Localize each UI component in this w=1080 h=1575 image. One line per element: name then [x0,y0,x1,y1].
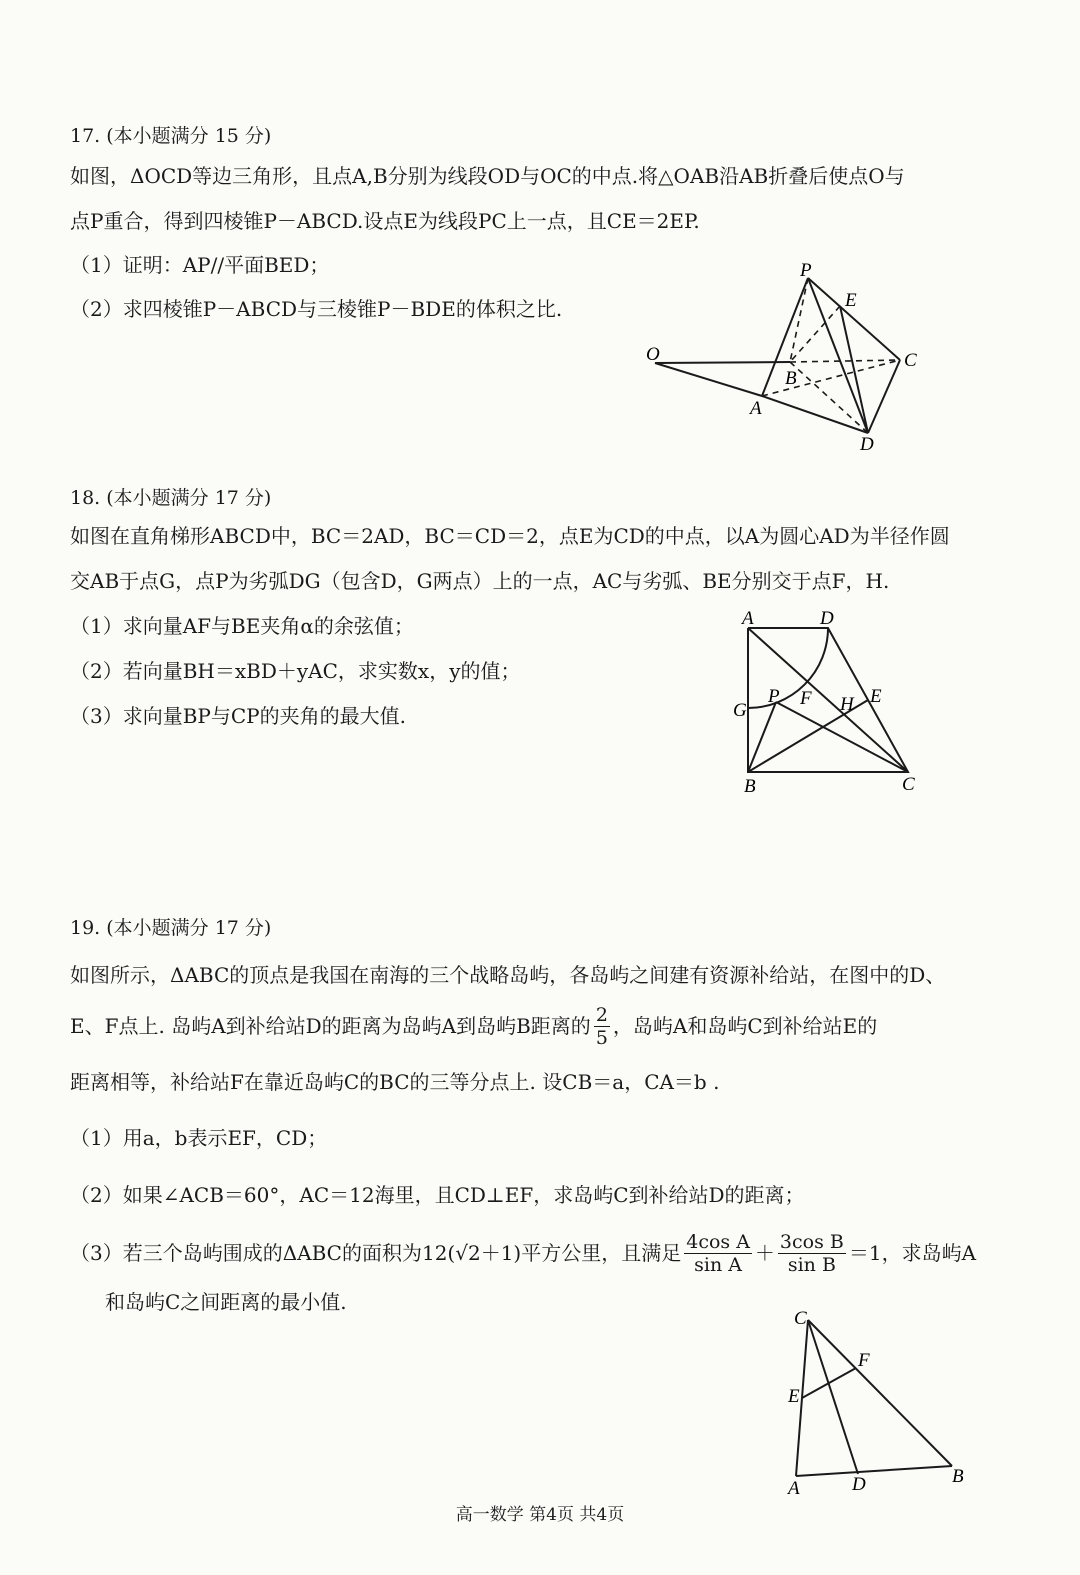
q19-part2: （2）如果∠ACB＝60°，AC＝12海里，且CD⊥EF，求岛屿C到补给站D的距离； [70,1183,805,1207]
q19-fraction-cosA [684,1231,752,1276]
q17-part2: （2）求四棱锥P－ABCD与三棱锥P－BDE的体积之比. [70,297,563,321]
q19-part3-b: ＝1，求岛屿A [848,1241,977,1265]
q18-label-f: F [800,688,812,709]
q18-header: 18. (本小题满分 17 分) [70,487,272,509]
q17-text-line2: 点P重合，得到四棱锥P－ABCD.设点E为线段PC上一点，且CE＝2EP. [70,209,700,233]
q17-text-line1: 如图，ΔOCD等边三角形，且点A,B分别为线段OD与OC的中点.将△OAB沿AB折叠后使点O与 [70,164,905,188]
q19-label-c: C [794,1308,807,1329]
q18-label-b: B [744,776,756,797]
q19-part1: （1）用a，b表示EF，CD； [70,1126,328,1150]
q19-text-line1: 如图所示，ΔABC的顶点是我国在南海的三个战略岛屿，各岛屿之间建有资源补给站，在图中的D、 [70,963,946,987]
q17-label-c: C [904,350,917,371]
q18-part2: （2）若向量BH＝xBD＋yAC，求实数x，y的值； [70,659,521,683]
q17-header: 17. (本小题满分 15 分) [70,125,272,147]
q19-label-f: F [858,1350,870,1371]
q19-label-a: A [788,1478,800,1496]
q19-part3-c: 和岛屿C之间距离的最小值. [105,1290,347,1314]
q19-label-b: B [952,1466,964,1487]
q17-label-d: D [860,434,874,455]
q18-text-line1: 如图在直角梯形ABCD中，BC＝2AD，BC＝CD＝2，点E为CD的中点，以A为圆心AD为半径作圆 [70,524,950,548]
q18-label-g: G [733,700,747,721]
q19-f1-num: 4cos A [686,1230,750,1253]
q17-label-a: A [750,398,762,419]
q19-f2-num: 3cos B [779,1230,844,1253]
q18-label-c: C [902,774,915,795]
q17-label-p: P [800,260,812,281]
q18-label-a: A [742,608,754,629]
q19-f2-den: sin B [787,1253,836,1276]
q19-label-e: E [788,1386,800,1407]
q18-label-p: P [768,686,780,707]
q18-trapezoid-figure [728,606,928,798]
q19-f1-den: sin A [694,1253,742,1276]
q19-plus: ＋ [754,1241,775,1265]
q19-frac-num: 2 [595,1003,608,1026]
q19-text-line3: 距离相等，补给站F在靠近岛屿C的BC的三等分点上. 设CB＝a，CA＝b . [70,1070,720,1094]
q19-header: 19. (本小题满分 17 分) [70,917,272,939]
q19-text-line2-a: E、F点上. 岛屿A到补给站D的距离为岛屿A到岛屿B距离的 [70,1014,591,1038]
q18-part1: （1）求向量AF与BE夹角α的余弦值； [70,614,414,638]
q18-label-d: D [820,608,834,629]
q19-label-d: D [852,1474,866,1495]
page-footer: 高一数学 第4页 共4页 [455,1505,625,1525]
q17-label-e: E [845,290,857,311]
q17-part1: （1）证明：AP//平面BED； [70,253,330,277]
q19-text-line2 [70,1002,877,1050]
q19-fraction-two-fifths [594,1004,610,1049]
q19-part3 [70,1228,976,1278]
q18-text-line2: 交AB于点G，点P为劣弧DG（包含D，G两点）上的一点，AC与劣弧、BE分别交于点F，H. [70,569,890,593]
q18-part3: （3）求向量BP与CP的夹角的最大值. [70,704,406,728]
q18-label-e: E [870,686,882,707]
q17-label-o: O [646,344,660,365]
q19-text-line2-b: ，岛屿A和岛屿C到补给站E的 [612,1014,878,1038]
q19-triangle-figure [780,1306,980,1496]
q17-pyramid-figure [640,258,940,458]
q19-frac-den: 5 [595,1026,608,1049]
q19-fraction-cosB [778,1231,846,1276]
q18-label-h: H [840,694,854,715]
q19-part3-a: （3）若三个岛屿围成的ΔABC的面积为12(√2＋1)平方公里，且满足 [70,1241,682,1265]
q17-label-b: B [785,368,797,389]
